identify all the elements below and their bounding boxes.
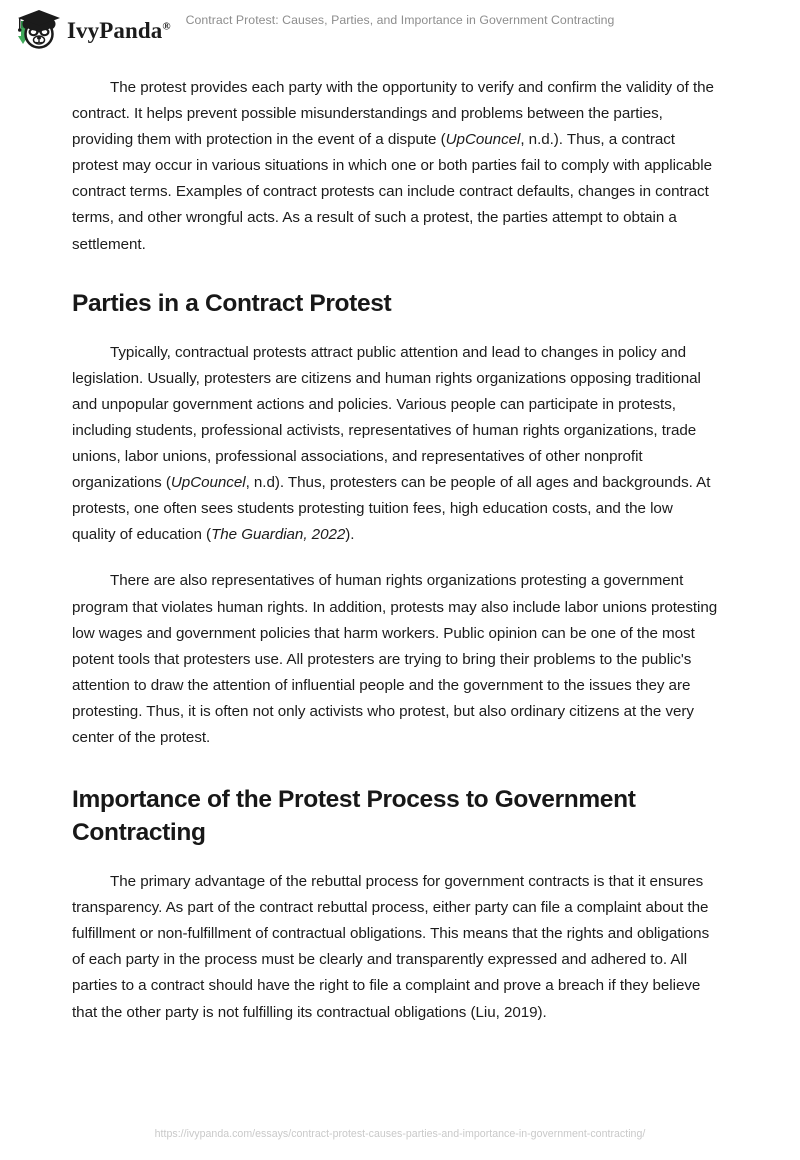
page-header <box>0 0 800 62</box>
paragraph-3 <box>72 568 720 751</box>
section-heading-parties: Parties in a Contract Protest <box>72 289 392 317</box>
paragraph-4 <box>72 869 720 1026</box>
text-run: There are also representatives of human rights organizations protesting a government program that violates human rights. In addition, protests may also include labor unions protesting low wages and government policies that harm workers. Public opinion can be one of the most potent tools that protesters use. All protesters are trying to bring their problems to the public's attention to draw the attention of influential people and the government to the issues they are protesting. Thus, it is often not only activists who protest, but also ordinary citizens at the very center of the protest. <box>72 572 718 746</box>
article-body <box>72 64 720 1026</box>
paragraph-1 <box>72 75 720 258</box>
text-run: , n.d.). Thus, a contract protest may occur in various situations in which one or both parties fail to comply with applicable contract terms. Examples of contract protests can include contract defaults, changes in contract terms, and other wrongful acts. As a result of such a protest, the parties attempt to obtain a settlement. <box>72 131 712 253</box>
registered-mark-icon: ® <box>162 19 171 32</box>
section-heading-importance: Importance of the Protest Process to Government Contracting <box>72 786 636 847</box>
source-url[interactable]: https://ivypanda.com/essays/contract-protest-causes-parties-and-importance-in-government-contracting/ <box>154 1128 646 1140</box>
text-run: , n.d). Thus, protesters can be people of all ages and backgrounds. At protests, one often sees students protesting tuition fees, high education costs, and the low quality of education ( <box>72 474 711 544</box>
page-title: Contract Protest: Causes, Parties, and Importance in Government Contracting <box>185 13 615 27</box>
citation-italic: UpCouncel <box>170 474 246 492</box>
citation-italic: The Guardian, 2022 <box>211 526 346 544</box>
paragraph-2 <box>72 340 720 549</box>
text-run: Typically, contractual protests attract public attention and lead to changes in policy and legislation. Usually, protesters are citizens and human rights organizations opposing traditional and unpopular government actions and policies. Various people can participate in protests, including students, professional activists, representatives of human rights organizations, trade unions, labor unions, professional associations, and representatives of other nonprofit organizations ( <box>72 343 701 492</box>
brand-name: IvyPanda® <box>67 17 171 43</box>
citation-italic: UpCouncel <box>445 131 521 149</box>
text-run: The primary advantage of the rebuttal process for government contracts is that it ensures transparency. As part of the contract rebuttal process, either party can file a complaint about the fulfillment or non-fulfillment of contractual obligations. This means that the rights and obligations of each party in the process must be clearly and transparently expressed and adhered to. All parties to a contract should have the right to file a complaint and prove a breach if they believe that the other party is not fulfilling its contractual obligations (Liu, 2019). <box>72 873 710 1021</box>
text-run: The protest provides each party with the opportunity to verify and confirm the validity of the contract. It helps prevent possible misunderstandings and problems between the parties, providing them with protection in the event of a dispute ( <box>72 79 714 149</box>
page-footer <box>0 1124 800 1142</box>
text-run: ). <box>345 526 355 544</box>
